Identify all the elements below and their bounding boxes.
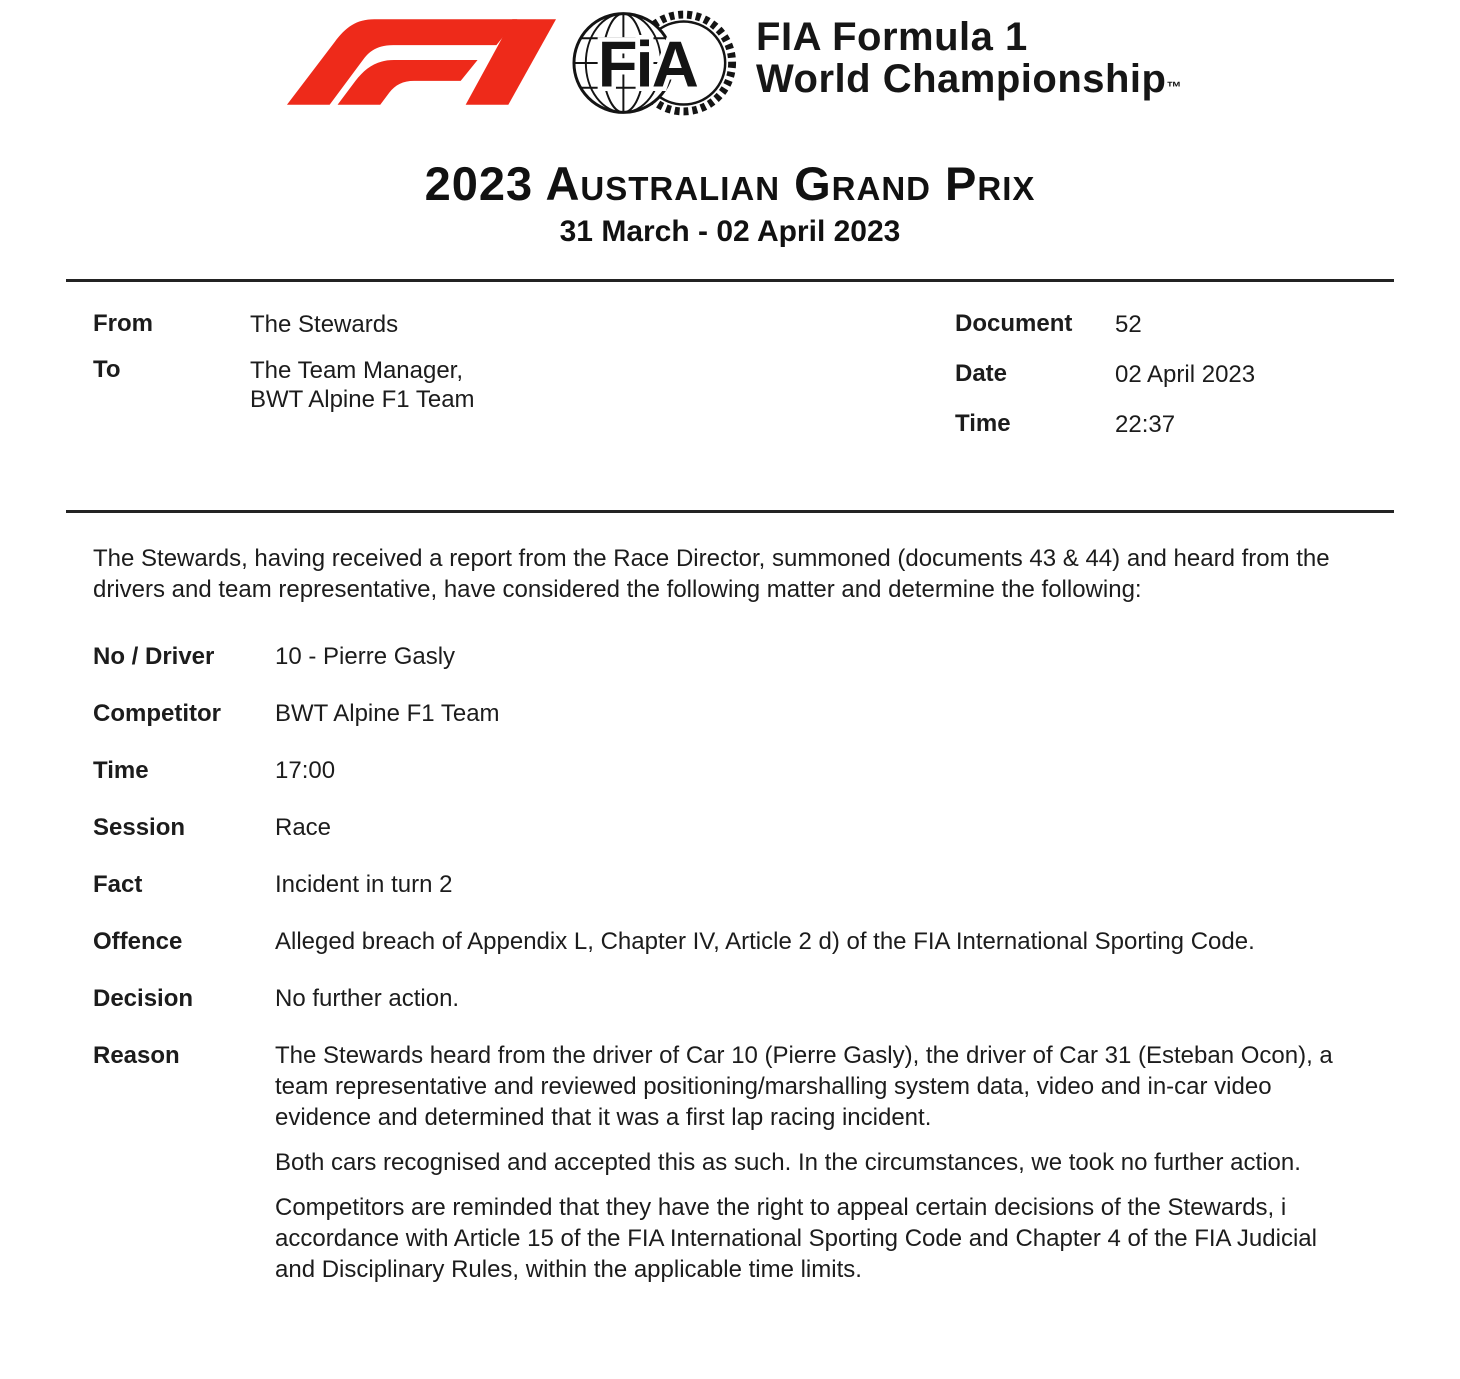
to-label: To: [93, 356, 121, 383]
reason-value: [275, 1040, 1353, 1285]
time-row: [955, 410, 1375, 439]
document-meta: [93, 282, 1375, 510]
field-row-fact: [93, 869, 1375, 900]
document-value: 52: [1115, 311, 1142, 338]
divider-bottom: [66, 510, 1394, 513]
no-driver-value: 10 - Pierre Gasly: [275, 643, 456, 670]
date-row: [955, 360, 1375, 389]
document-row: [955, 310, 1375, 339]
field-row-decision: [93, 983, 1375, 1014]
fia-emblem-text: FiA: [597, 27, 697, 101]
field-row-competitor: [93, 698, 1375, 729]
from-label: From: [93, 310, 153, 337]
event-dates: 31 March - 02 April 2023: [559, 215, 901, 248]
to-row: [93, 356, 475, 414]
from-value: The Stewards: [250, 311, 399, 338]
reason-paragraph-3: Competitors are reminded that they have the right to appeal certain decisions of the Stewards, i accordance with Article 15 of the FIA International Sporting Code and Chapter 4 of the FIA Judicial and Disciplinary Rules, within the applicable time limits.: [275, 1194, 1317, 1283]
reason-paragraph-1: The Stewards heard from the driver of Car 10 (Pierre Gasly), the driver of Car 31 (Esteban Ocon), a team representative and reviewed positioning/marshalling system data, video and in-car video evidence and determined that it was a first lap racing incident.: [275, 1042, 1333, 1131]
competitor-label: Competitor: [93, 700, 221, 727]
field-row-reason: [93, 1040, 1375, 1285]
to-value-line1: The Team Manager,: [250, 357, 464, 384]
fact-value: Incident in turn 2: [275, 871, 453, 898]
field-row-offence: [93, 926, 1375, 957]
reason-label: Reason: [93, 1042, 180, 1069]
session-label: Session: [93, 814, 186, 841]
to-value-line2: BWT Alpine F1 Team: [250, 386, 475, 413]
session-time-value: 17:00: [275, 757, 336, 784]
document-number-block: [955, 310, 1375, 460]
no-driver-label: No / Driver: [93, 643, 215, 670]
field-row-no-driver: [93, 641, 1375, 672]
reason-paragraph-2: Both cars recognised and accepted this as such. In the circumstances, we took no further action.: [275, 1149, 1301, 1176]
date-value: 02 April 2023: [1115, 361, 1256, 388]
decision-value: No further action.: [275, 985, 460, 1012]
intro-paragraph: The Stewards, having received a report from the Race Director, summoned (documents 43 & 44) and heard from the drivers and team representative, have considered the following matter and determine the following:: [93, 545, 1330, 603]
f1-logo-icon: [278, 13, 556, 110]
fact-label: Fact: [93, 871, 143, 898]
organisation-line1: FIA Formula 1: [756, 15, 1028, 59]
document-masthead: [0, 0, 1460, 122]
fia-globe-gear-emblem-icon: [572, 4, 740, 122]
event-title-block: [0, 156, 1460, 249]
offence-label: Offence: [93, 928, 183, 955]
to-value: [250, 356, 475, 414]
organisation-line2: World Championship™: [756, 57, 1182, 102]
session-value: Race: [275, 814, 332, 841]
time-label: Time: [955, 410, 1011, 437]
decision-fields: [93, 641, 1375, 1285]
field-row-session: [93, 812, 1375, 843]
addressee-block: [93, 310, 475, 460]
session-time-label: Time: [93, 757, 149, 784]
organisation-name: [756, 16, 1182, 101]
date-label: Date: [955, 360, 1008, 387]
time-value: 22:37: [1115, 411, 1176, 438]
decision-label: Decision: [93, 985, 194, 1012]
document-label: Document: [955, 310, 1073, 337]
trademark-symbol: ™: [1166, 79, 1182, 97]
from-row: [93, 310, 475, 339]
competitor-value: BWT Alpine F1 Team: [275, 700, 500, 727]
offence-value: Alleged breach of Appendix L, Chapter IV, Article 2 d) of the FIA International Sporting Code.: [275, 928, 1255, 955]
field-row-time: [93, 755, 1375, 786]
event-title: 2023 Australian Grand Prix: [424, 157, 1036, 210]
